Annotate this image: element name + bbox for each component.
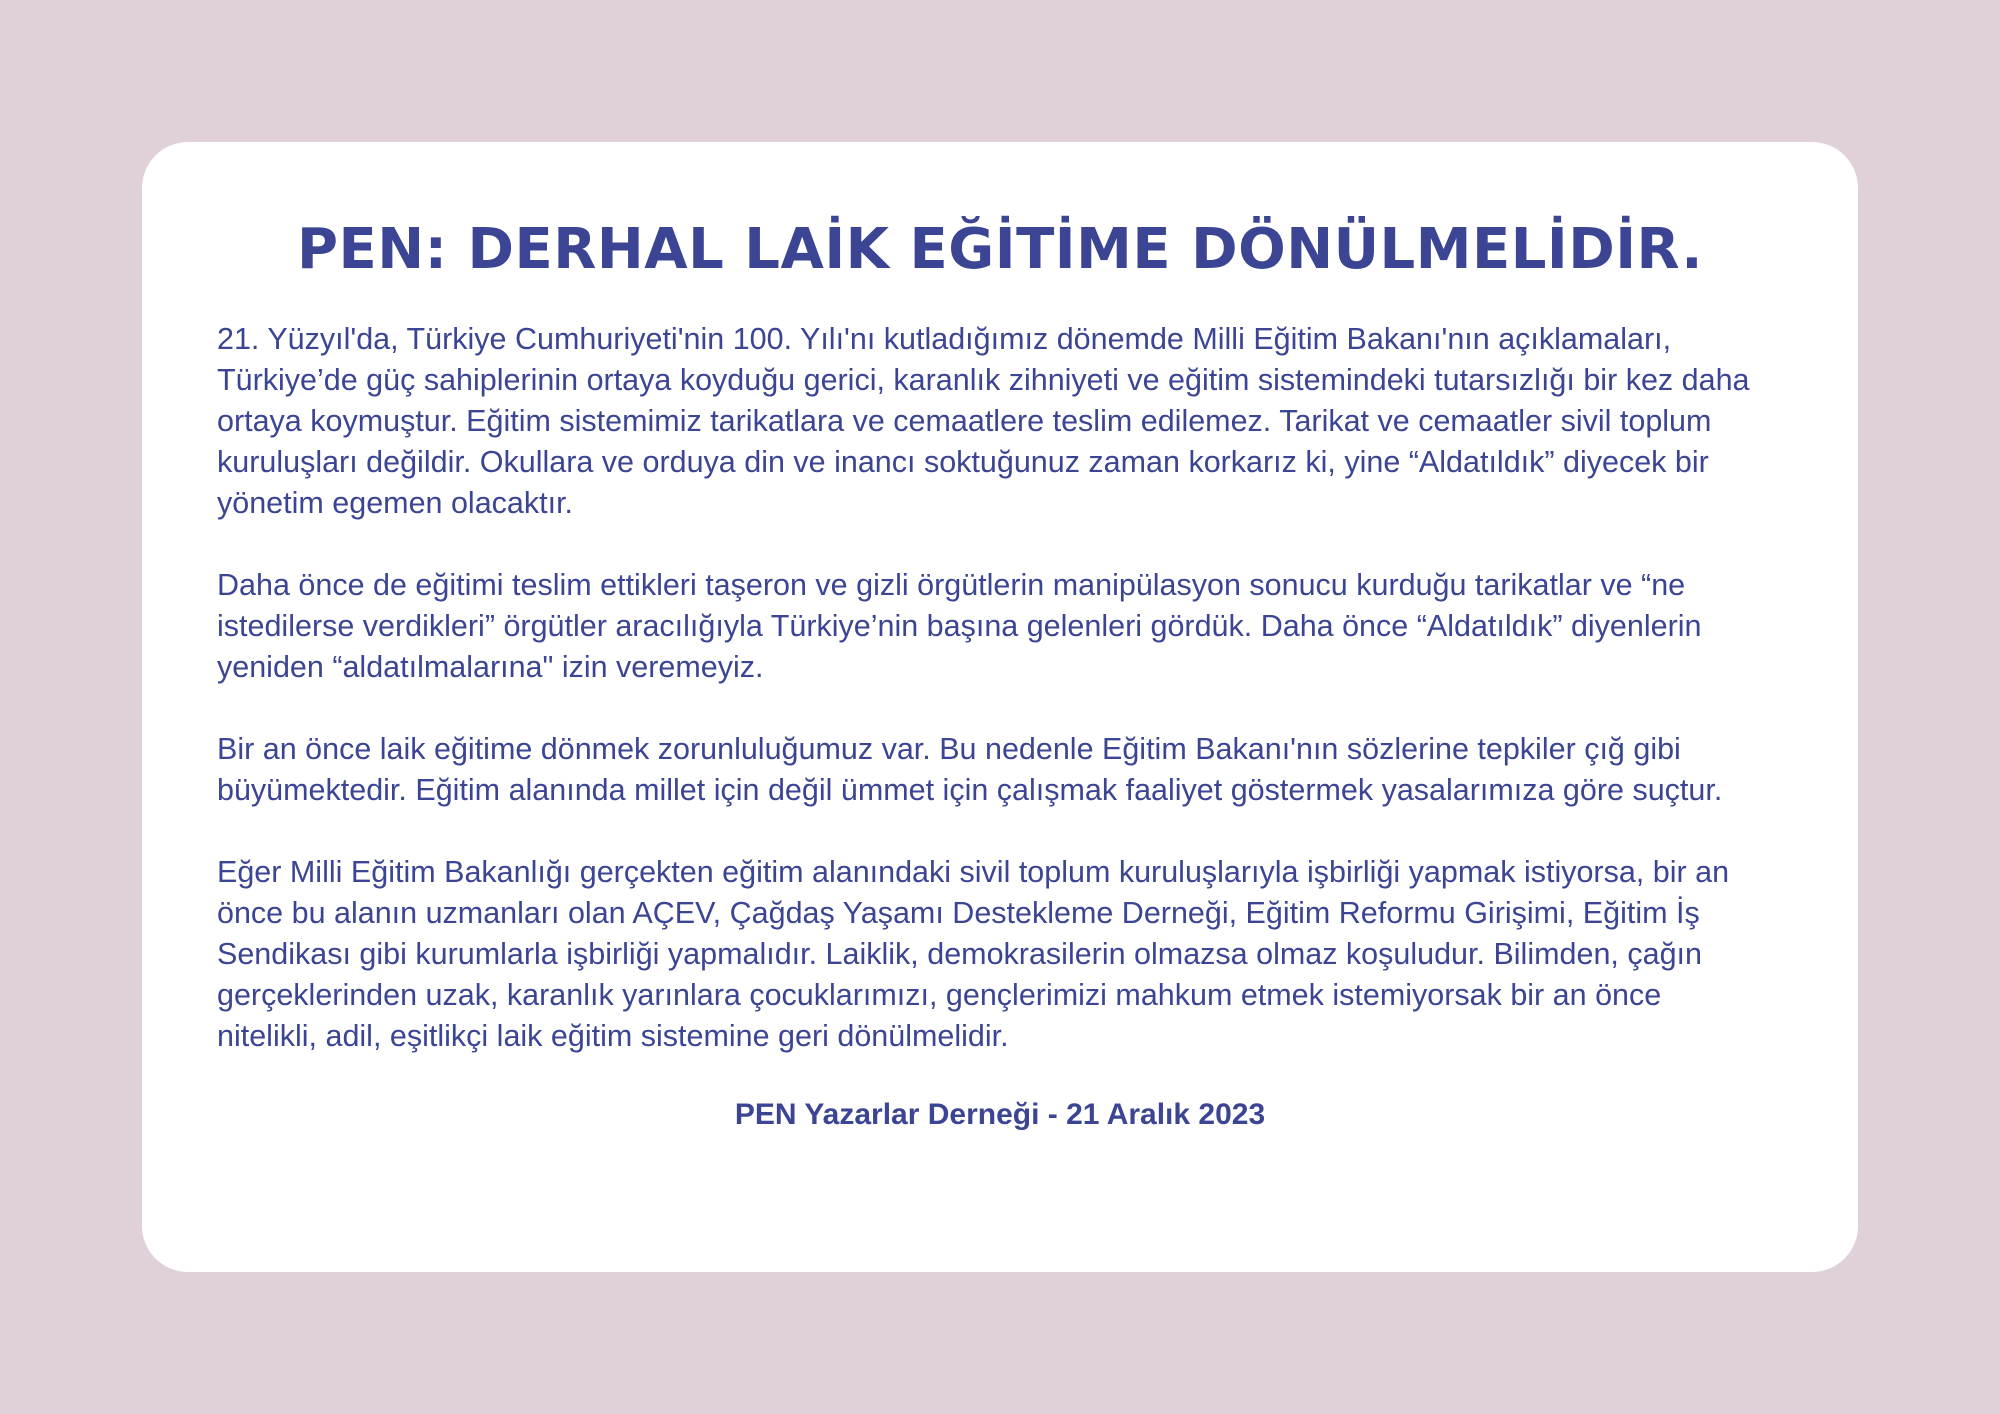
statement-body [217, 319, 1768, 1057]
paragraph-2: Daha önce de eğitimi teslim ettikleri taşeron ve gizli örgütlerin manipülasyon sonucu kurduğu tarikatlar ve “ne istedilerse verdikleri” örgütler aracılığıyla Türkiye’nin başına gelenleri gördük. Daha önce “Aldatıldık” diyenlerin yeniden “aldatılmalarına" izin veremeyiz. [217, 568, 1702, 685]
signature-line: PEN Yazarlar Derneği - 21 Aralık 2023 [734, 1098, 1266, 1132]
page-title: PEN: DERHAL LAİK EĞİTİME DÖNÜLMELİDİR. [297, 217, 1703, 282]
statement-card [142, 142, 1858, 1272]
paragraph-1: 21. Yüzyıl'da, Türkiye Cumhuriyeti'nin 100. Yılı'nı kutladığımız dönemde Milli Eğitim Bakanı'nın açıklamaları, Türkiye’de güç sahiplerinin ortaya koyduğu gerici, karanlık zihniyeti ve eğitim sistemindeki tutarsızlığı bir kez daha ortaya koymuştur. Eğitim sistemimiz tarikatlara ve cemaatlere teslim edilemez. Tarikat ve cemaatler sivil toplum kuruluşları değildir. Okullara ve orduya din ve inancı soktuğunuz zaman korkarız ki, yine “Aldatıldık” diyecek bir yönetim egemen olacaktır. [217, 322, 1750, 521]
paragraph-3: Bir an önce laik eğitime dönmek zorunluluğumuz var. Bu nedenle Eğitim Bakanı'nın sözlerine tepkiler çığ gibi büyümektedir. Eğitim alanında millet için değil ümmet için çalışmak faaliyet göstermek yasalarımıza göre suçtur. [217, 732, 1723, 808]
paragraph-4: Eğer Milli Eğitim Bakanlığı gerçekten eğitim alanındaki sivil toplum kuruluşlarıyla işbirliği yapmak istiyorsa, bir an önce bu alanın uzmanları olan AÇEV, Çağdaş Yaşamı Destekleme Derneği, Eğitim Reformu Girişimi, Eğitim İş Sendikası gibi kurumlarla işbirliği yapmalıdır. Laiklik, demokrasilerin olmazsa olmaz koşuludur. Bilimden, çağın gerçeklerinden uzak, karanlık yarınlara çocuklarımızı, gençlerimizi mahkum etmek istemiyorsak bir an önce nitelikli, adil, eşitlikçi laik eğitim sistemine geri dönülmelidir. [217, 855, 1730, 1054]
